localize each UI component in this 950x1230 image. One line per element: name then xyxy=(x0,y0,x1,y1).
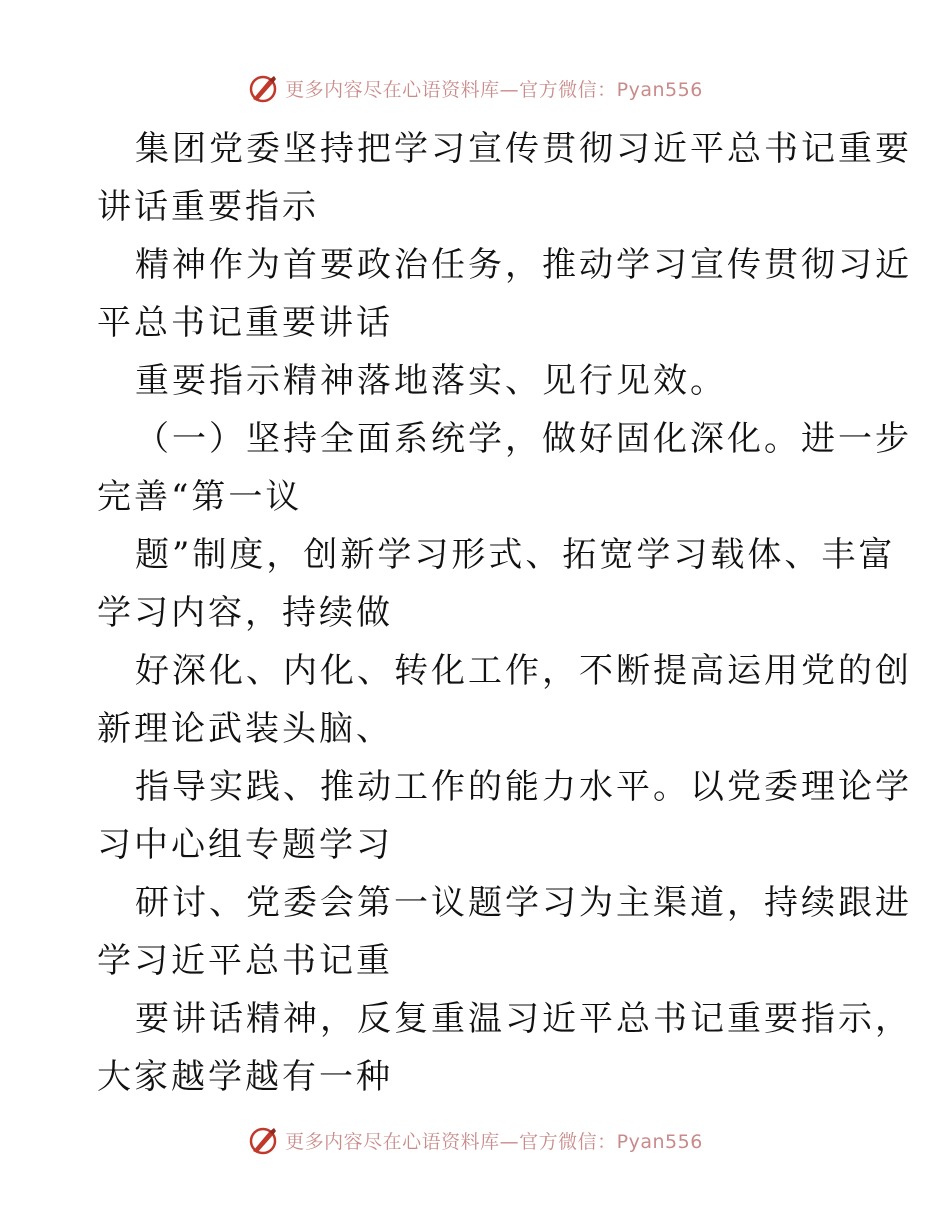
paragraph-line: 平总书记重要讲话 xyxy=(97,303,393,343)
pen-logo-icon xyxy=(247,72,279,104)
header-watermark xyxy=(0,72,950,104)
paragraph-line: 新理论武装头脑、 xyxy=(97,709,393,749)
paragraph-line: 习中心组专题学习 xyxy=(97,825,393,865)
paragraph-line: 学习近平总书记重 xyxy=(97,941,393,981)
paragraph-line: 精神作为首要政治任务，推动学习宣传贯彻习近 xyxy=(135,245,912,285)
watermark-text: 更多内容尽在心语资料库—官方微信：Pyan556 xyxy=(285,78,703,101)
paragraph-line: 要讲话精神，反复重温习近平总书记重要指示， xyxy=(135,999,912,1039)
paragraph-line: 题”制度，创新学习形式、拓宽学习载体、丰富 xyxy=(135,535,896,575)
footer-watermark xyxy=(0,1124,950,1156)
paragraph-line: 学习内容，持续做 xyxy=(97,593,393,633)
paragraph-line: 大家越学越有一种 xyxy=(97,1057,393,1097)
paragraph-line: 好深化、内化、转化工作，不断提高运用党的创 xyxy=(135,651,912,691)
paragraph-line: 完善“第一议 xyxy=(97,477,303,517)
pen-logo-icon xyxy=(247,1124,279,1156)
paragraph-line: 研讨、党委会第一议题学习为主渠道，持续跟进 xyxy=(135,883,912,923)
paragraph-line: 重要指示精神落地落实、见行见效。 xyxy=(135,361,727,401)
document-body xyxy=(97,120,912,1106)
paragraph-line: 指导实践、推动工作的能力水平。以党委理论学 xyxy=(135,767,912,807)
paragraph-line: （一）坚持全面系统学，做好固化深化。进一步 xyxy=(135,419,912,459)
watermark-text: 更多内容尽在心语资料库—官方微信：Pyan556 xyxy=(285,1130,703,1153)
paragraph-line: 讲话重要指示 xyxy=(97,187,319,227)
paragraph-line: 集团党委坚持把学习宣传贯彻习近平总书记重要 xyxy=(135,129,912,169)
